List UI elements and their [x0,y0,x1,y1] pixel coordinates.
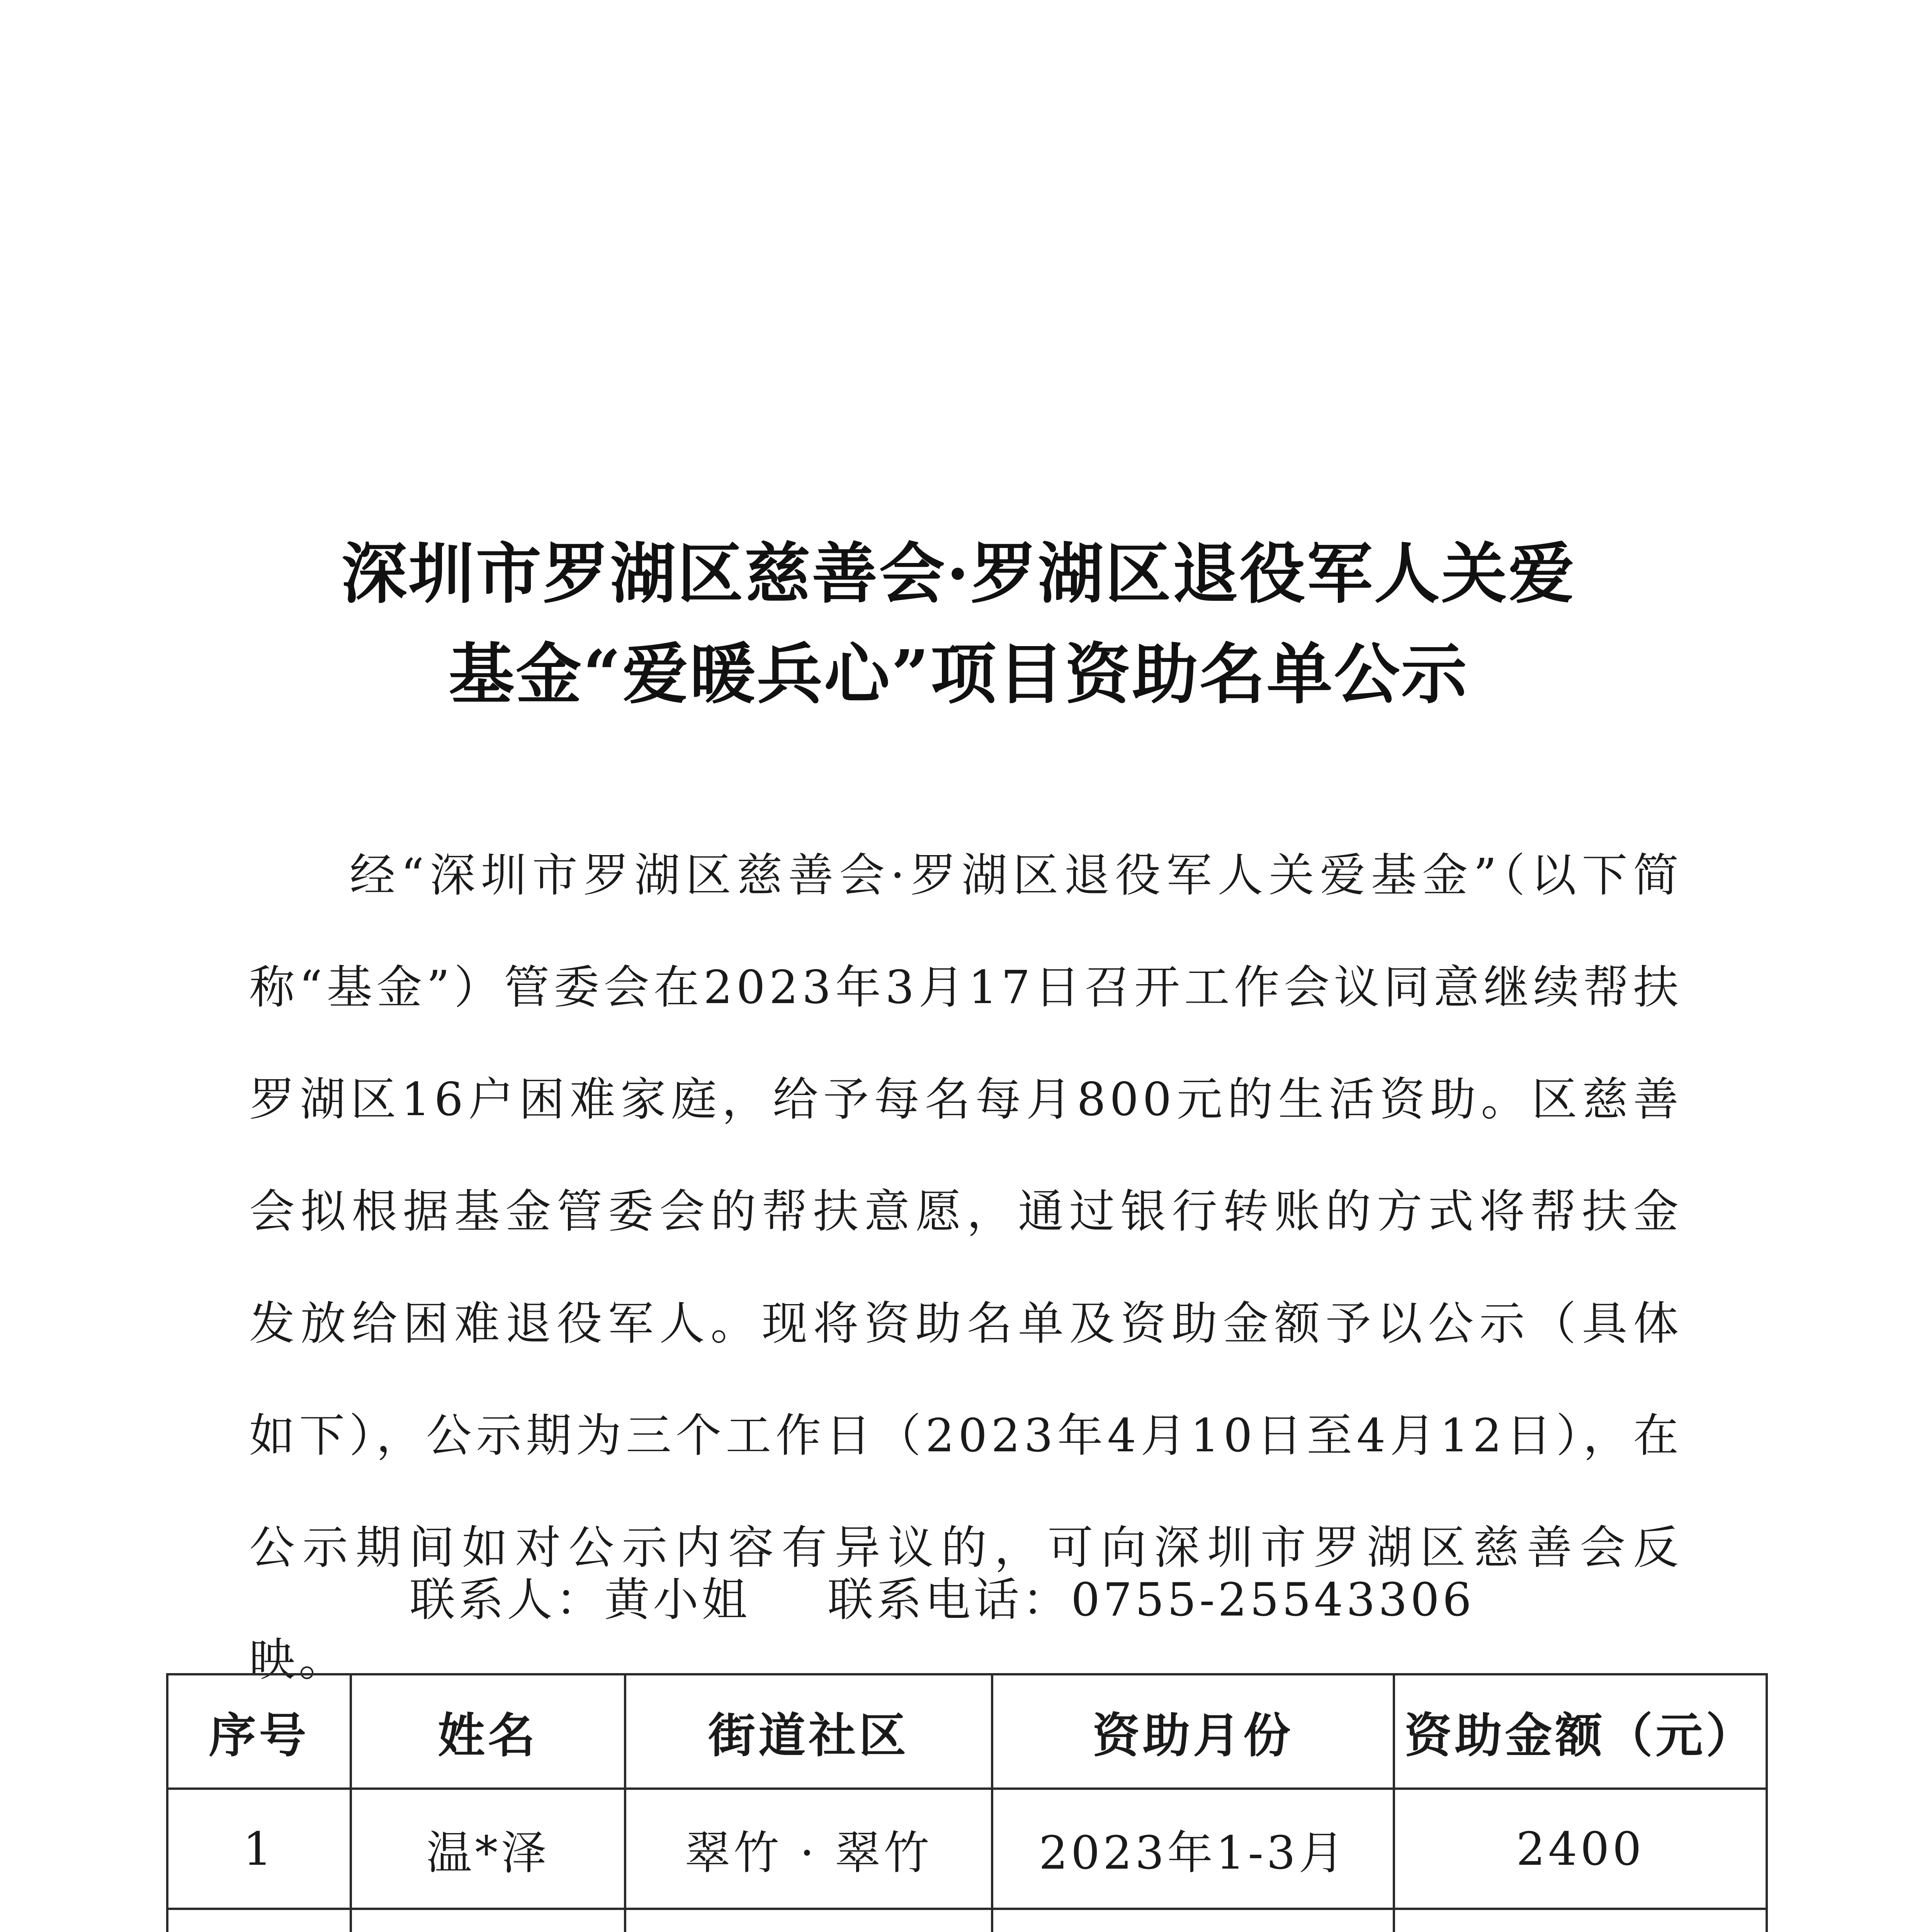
cell-amount: 2400 [1394,1789,1767,1909]
document-title-line-2: 基金“爱暖兵心”项目资助名单公示 [449,636,1468,713]
contact-line [410,1565,1475,1634]
header-amount: 资助金额（元） [1394,1674,1767,1789]
header-community: 街道社区 [625,1674,992,1789]
cell-month: 2023年1-3月 [992,1789,1394,1909]
contact-person: 联系人：黄小姐 [410,1573,751,1626]
cell-index [167,1909,351,1932]
header-index: 序号 [167,1674,351,1789]
cell-community [625,1909,992,1932]
cell-community: 翠竹 · 翠竹 [625,1789,992,1909]
cell-name: 温*泽 [351,1789,625,1909]
grant-table [166,1673,1768,1932]
announcement-paragraph: 经“深圳市罗湖区慈善会·罗湖区退役军人关爱基金”（以下简称“基金”）管委会在2023年3月17日召开工作会议同意继续帮扶罗湖区16户困难家庭，给予每名每月800元的生活资助。区慈善会拟根据基金管委会的帮扶意愿，通过银行转账的方式将帮扶金发放给困难退役军人。现将资助名单及资助金额予以公示（具体如下），公示期为三个工作日（2023年4月10日至4月12日），在公示期间如对公示内容有异议的，可向深圳市罗湖区慈善会反映。 [249,849,1682,1686]
table-row [167,1789,1767,1909]
header-month: 资助月份 [992,1674,1394,1789]
cell-month [992,1909,1394,1932]
contact-phone: 联系电话：0755-25543306 [828,1573,1475,1626]
cell-index: 1 [167,1789,351,1909]
table-row [167,1909,1767,1932]
table-header-row [167,1674,1767,1789]
cell-amount [1394,1909,1767,1932]
header-name: 姓名 [351,1674,625,1789]
document-title-line-1: 深圳市罗湖区慈善会·罗湖区退役军人关爱 [341,535,1576,612]
cell-name [351,1909,625,1932]
